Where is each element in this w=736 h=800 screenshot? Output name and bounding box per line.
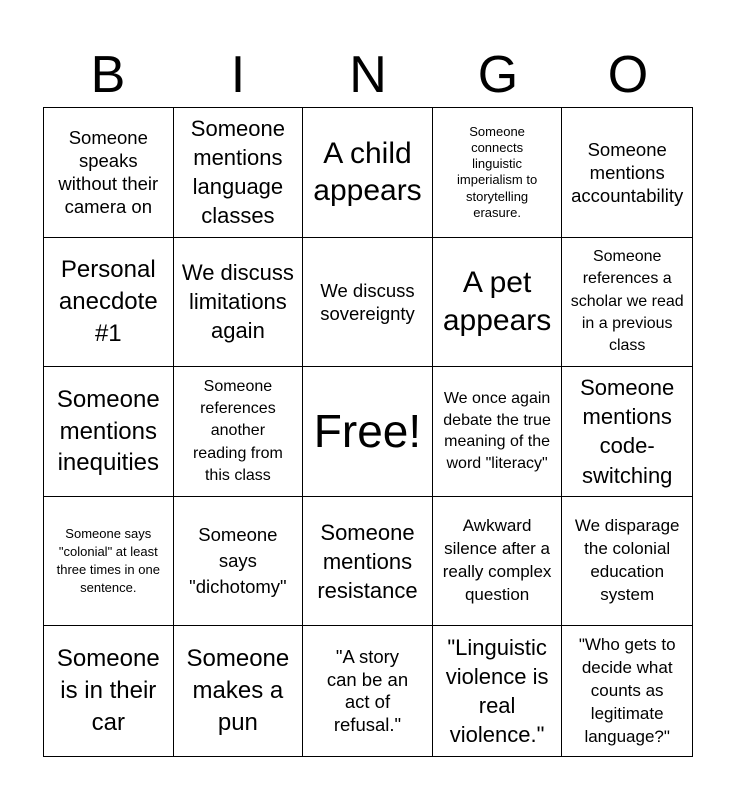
bingo-cell[interactable] [174,497,304,627]
cell-text: Someone connects linguistic imperialism to storytelling erasure. [457,123,538,220]
bingo-cell[interactable] [433,108,563,238]
header-letter-o: O [607,46,649,104]
cell-text: Free! [313,405,422,458]
bingo-cell[interactable] [174,626,304,756]
header-letter-n: N [349,46,387,104]
cell-text: Someone references a scholar we read in a previous class [570,247,684,355]
bingo-cell[interactable] [433,497,563,627]
free-space[interactable] [303,367,433,497]
bingo-cell[interactable] [303,626,433,756]
bingo-cell[interactable] [44,497,174,627]
header-letter-b: B [90,46,126,104]
cell-text: We discuss limitations again [181,260,294,344]
cell-text: Someone says "colonial" at least three times in one sentence. [56,525,160,596]
cell-text: We disparage the colonial education system [574,516,680,605]
bingo-cell[interactable] [562,626,692,756]
cell-text: We once again debate the true meaning of the word "literacy" [443,390,551,473]
cell-text: "Linguistic violence is real violence." [445,635,549,748]
bingo-cell[interactable] [303,497,433,627]
cell-text: Someone mentions resistance [317,519,418,603]
bingo-cell[interactable] [562,108,692,238]
cell-text: "Who gets to decide what counts as legitimate language?" [578,634,676,746]
cell-text: Someone mentions inequities [56,385,160,477]
bingo-cell[interactable] [44,108,174,238]
cell-text: Someone mentions accountability [571,138,684,206]
bingo-cell[interactable] [433,238,563,368]
bingo-cell[interactable] [562,238,692,368]
cell-text: A pet appears [442,266,552,337]
bingo-cell[interactable] [44,238,174,368]
cell-text: Someone says "dichotomy" [189,524,287,598]
bingo-cell[interactable] [433,367,563,497]
bingo-cell[interactable] [44,367,174,497]
cell-text: Someone mentions language classes [190,116,285,229]
bingo-cell[interactable] [303,108,433,238]
bingo-cell[interactable] [44,626,174,756]
cell-text: We discuss sovereignty [320,279,415,324]
bingo-cell[interactable] [562,497,692,627]
bingo-cell[interactable] [433,626,563,756]
bingo-cell[interactable] [174,238,304,368]
cell-text: Awkward silence after a really complex question [442,516,552,605]
cell-text: "A story can be an act of refusal." [326,646,409,735]
bingo-cell[interactable] [562,367,692,497]
cell-text: Someone speaks without their camera on [58,127,159,218]
bingo-board [43,107,693,757]
bingo-cell[interactable] [174,108,304,238]
cell-text: Someone is in their car [56,645,160,737]
bingo-cell[interactable] [303,238,433,368]
bingo-cell[interactable] [174,367,304,497]
cell-text: Personal anecdote #1 [58,256,158,347]
cell-text: Someone makes a pun [186,645,290,737]
cell-text: Someone references another reading from this class [192,377,283,485]
bingo-header [43,42,693,108]
cell-text: Someone mentions code-switching [580,375,675,488]
cell-text: A child appears [313,136,422,208]
header-letter-i: I [230,46,246,104]
header-letter-g: G [477,46,519,104]
